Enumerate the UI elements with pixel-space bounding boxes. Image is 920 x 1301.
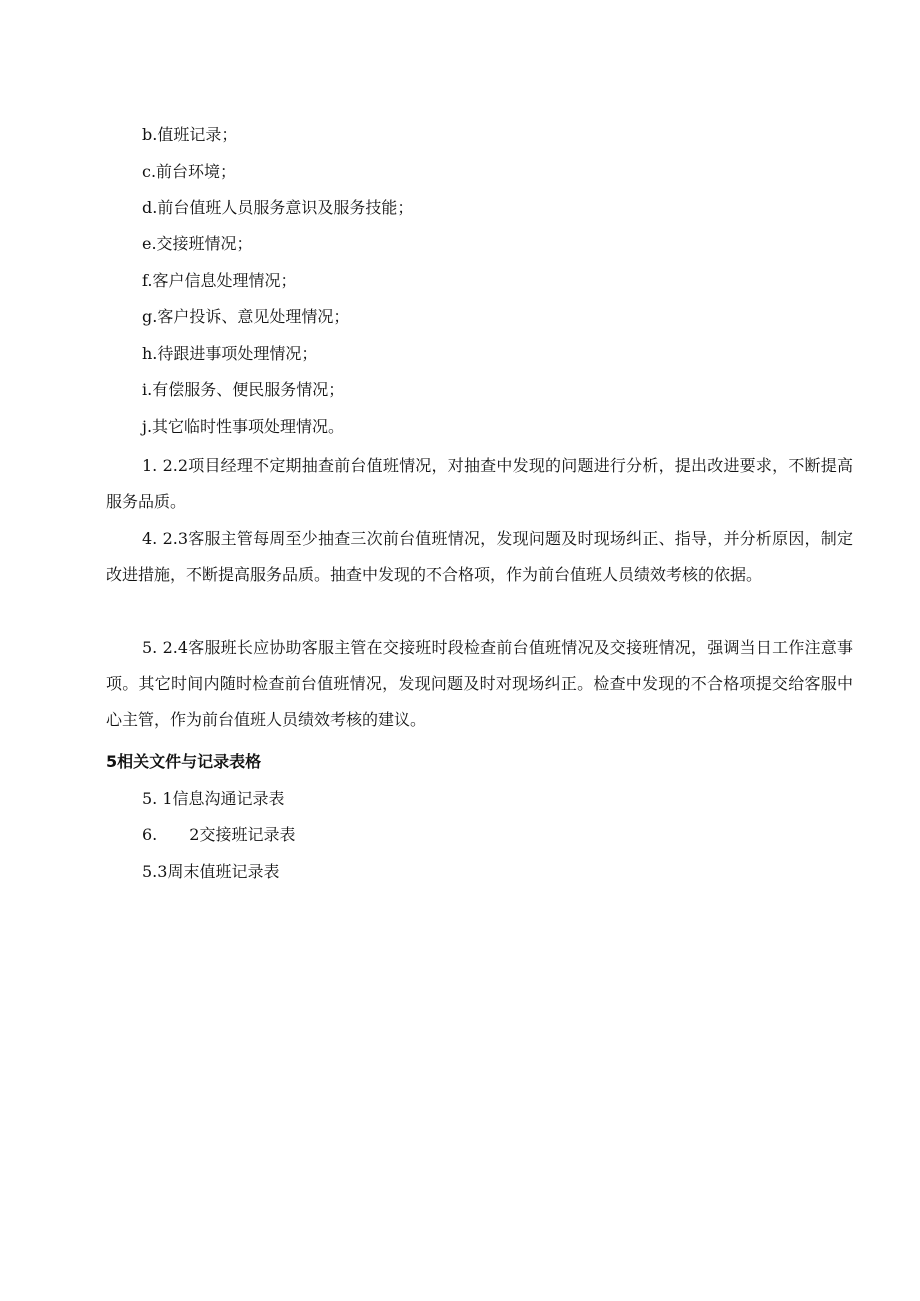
list-item-f: f.客户信息处理情况； <box>142 271 297 290</box>
paragraph-2-3: 4. 2.3客服主管每周至少抽查三次前台值班情况，发现问题及时现场纠正、指导，并分析原因，制定改进措施，不断提高服务品质。抽查中发现的不合格项，作为前台值班人员绩效考核的依据。 <box>106 529 853 584</box>
list-item-i: i.有偿服务、便民服务情况； <box>142 380 345 399</box>
list-item-j: j.其它临时性事项处理情况。 <box>142 417 345 436</box>
list-item-g: g.客户投诉、意见处理情况； <box>142 307 350 326</box>
paragraph-2-2: 1. 2.2项目经理不定期抽查前台值班情况，对抽查中发现的问题进行分析，提出改进要求，不断提高服务品质。 <box>106 456 853 511</box>
record-form-item: 5. 1信息沟通记录表 <box>142 789 285 808</box>
paragraph-2-4: 5. 2.4客服班长应协助客服主管在交接班时段检查前台值班情况及交接班情况，强调当日工作注意事项。其它时间内随时检查前台值班情况，发现问题及时对现场纠正。检查中发现的不合格项提交给客服中心主管，作为前台值班人员绩效考核的建议。 <box>106 638 853 729</box>
list-item-c: c.前台环境； <box>142 162 237 181</box>
list-item-d: d.前台值班人员服务意识及服务技能； <box>142 198 414 217</box>
list-item-h: h.待跟进事项处理情况； <box>142 344 318 363</box>
list-item-e: e.交接班情况； <box>142 234 253 253</box>
section-heading: 5相关文件与记录表格 <box>106 752 262 771</box>
record-form-item: 5.3周末值班记录表 <box>142 862 280 881</box>
record-form-item: 6. 2交接班记录表 <box>142 825 296 844</box>
list-item-b: b.值班记录； <box>142 125 238 144</box>
